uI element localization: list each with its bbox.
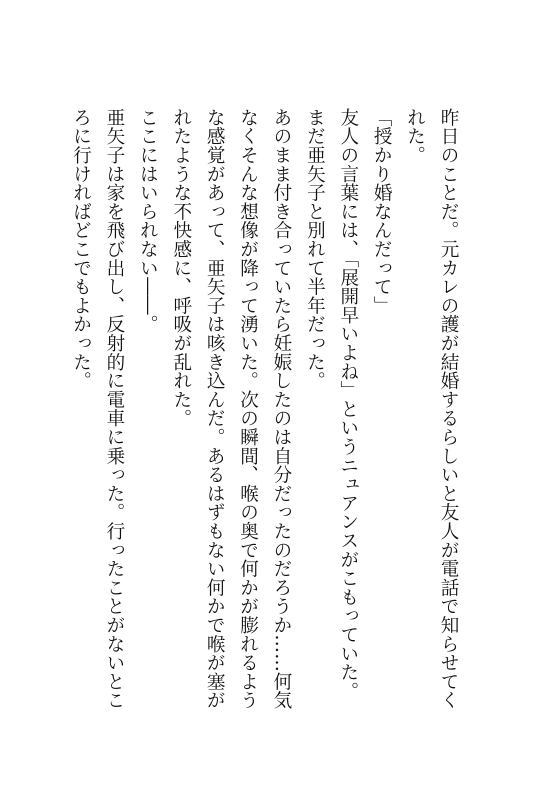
paragraph-2: 「授かり婚なんだって」 — [371, 108, 393, 315]
paragraph-7: 亜矢子は家を飛び出し、反射的に電車に乗った。行ったことがないところに行ければどこでもよかった。 — [70, 108, 125, 710]
paragraph-6: ここにはいられない――。 — [137, 108, 159, 334]
paragraph-3: 友人の言葉には、「展開早いよね」というニュアンスがこもっていた。 — [337, 108, 359, 701]
paragraph-5: あのまま付き合っていたら妊娠したのは自分だったのだろうか……何気なくそんな想像が降って湧いた。次の瞬間、喉の奥で何かが膨れるような感覚があって、亜矢子は咳き込んだ。あるはずもない何かで喉が塞がれたような不快感に、呼吸が乱れた。 — [170, 108, 292, 710]
paragraph-1: 昨日のことだ。元カレの護が結婚するらしいと友人が電話で知らせてくれた。 — [404, 108, 459, 710]
vertical-text-body — [55, 108, 465, 718]
paragraph-4: まだ亜矢子と別れて半年だった。 — [304, 108, 326, 390]
